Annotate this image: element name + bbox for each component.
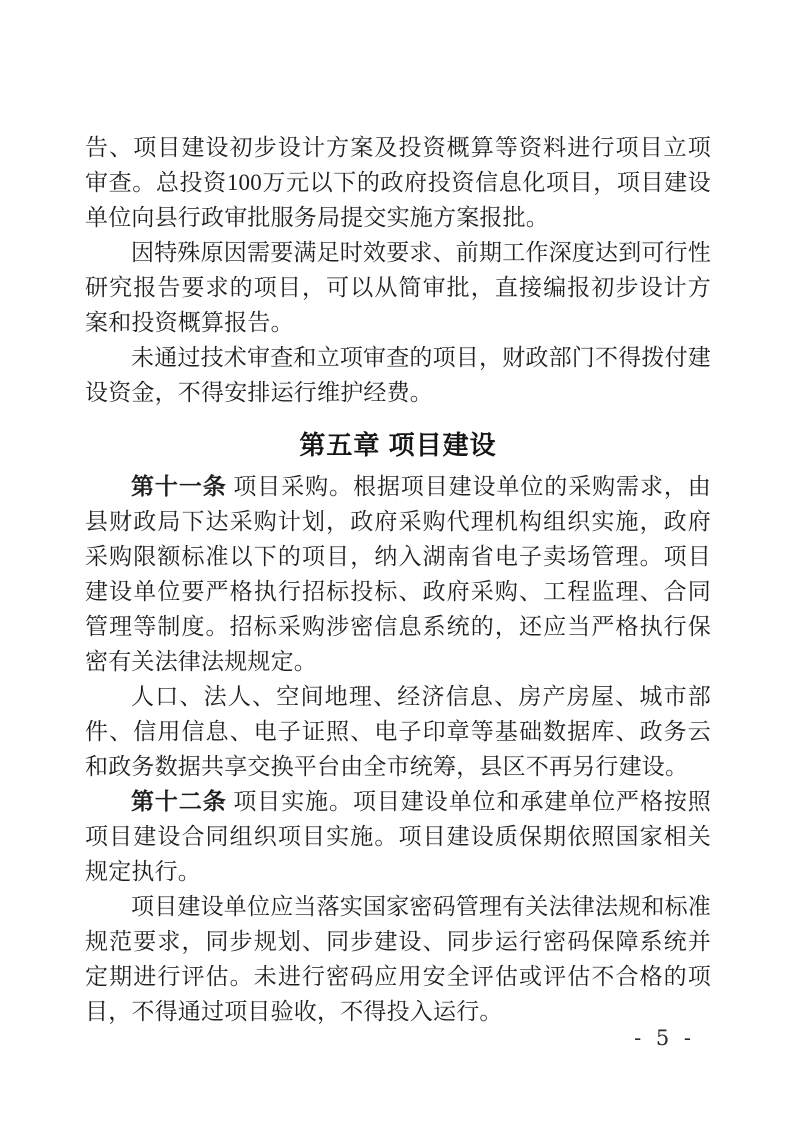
clause-text-12: 项目实施。项目建设单位和承建单位严格按照项目建设合同组织项目实施。项目建设质保期依照国家相关规定执行。 [85, 789, 711, 884]
chapter-heading: 第五章 项目建设 [299, 430, 497, 460]
clause-text-11: 项目采购。根据项目建设单位的采购需求，由县财政局下达采购计划，政府采购代理机构组织实施，政府采购限额标准以下的项目，纳入湖南省电子卖场管理。项目建设单位要严格执行招标投标、政府采购、工程监理、合同管理等制度。招标采购涉密信息系统的，还应当严格执行保密有关法律法规规定。 [85, 474, 711, 674]
document-body [85, 130, 711, 1029]
paragraph-password-management: 项目建设单位应当落实国家密码管理有关法律法规和标准规范要求，同步规划、同步建设、同步运行密码保障系统并定期进行评估。未进行密码应用安全评估或评估不合格的项目，不得通过项目验收，不得投入运行。 [85, 894, 711, 1024]
paragraph-basic-databases: 人口、法人、空间地理、经济信息、房产房屋、城市部件、信用信息、电子证照、电子印章等基础数据库、政务云和政务数据共享交换平台由全市统筹，县区不再另行建设。 [85, 684, 711, 779]
clause-number-11: 第十一条 [131, 474, 227, 499]
paragraph-special-approval: 因特殊原因需要满足时效要求、前期工作深度达到可行性研究报告要求的项目，可以从简审批，直接编报初步设计方案和投资概算报告。 [85, 240, 711, 335]
paragraph-article-11 [85, 469, 711, 679]
page-number: - 5 - [634, 1026, 695, 1050]
paragraph-continuation: 告、项目建设初步设计方案及投资概算等资料进行项目立项审查。总投资100万元以下的政府投资信息化项目，项目建设单位向县行政审批服务局提交实施方案报批。 [85, 135, 711, 230]
clause-number-12: 第十二条 [131, 789, 227, 814]
paragraph-article-12 [85, 784, 711, 889]
paragraph-funding-restriction: 未通过技术审查和立项审查的项目，财政部门不得拨付建设资金，不得安排运行维护经费。 [85, 345, 711, 405]
